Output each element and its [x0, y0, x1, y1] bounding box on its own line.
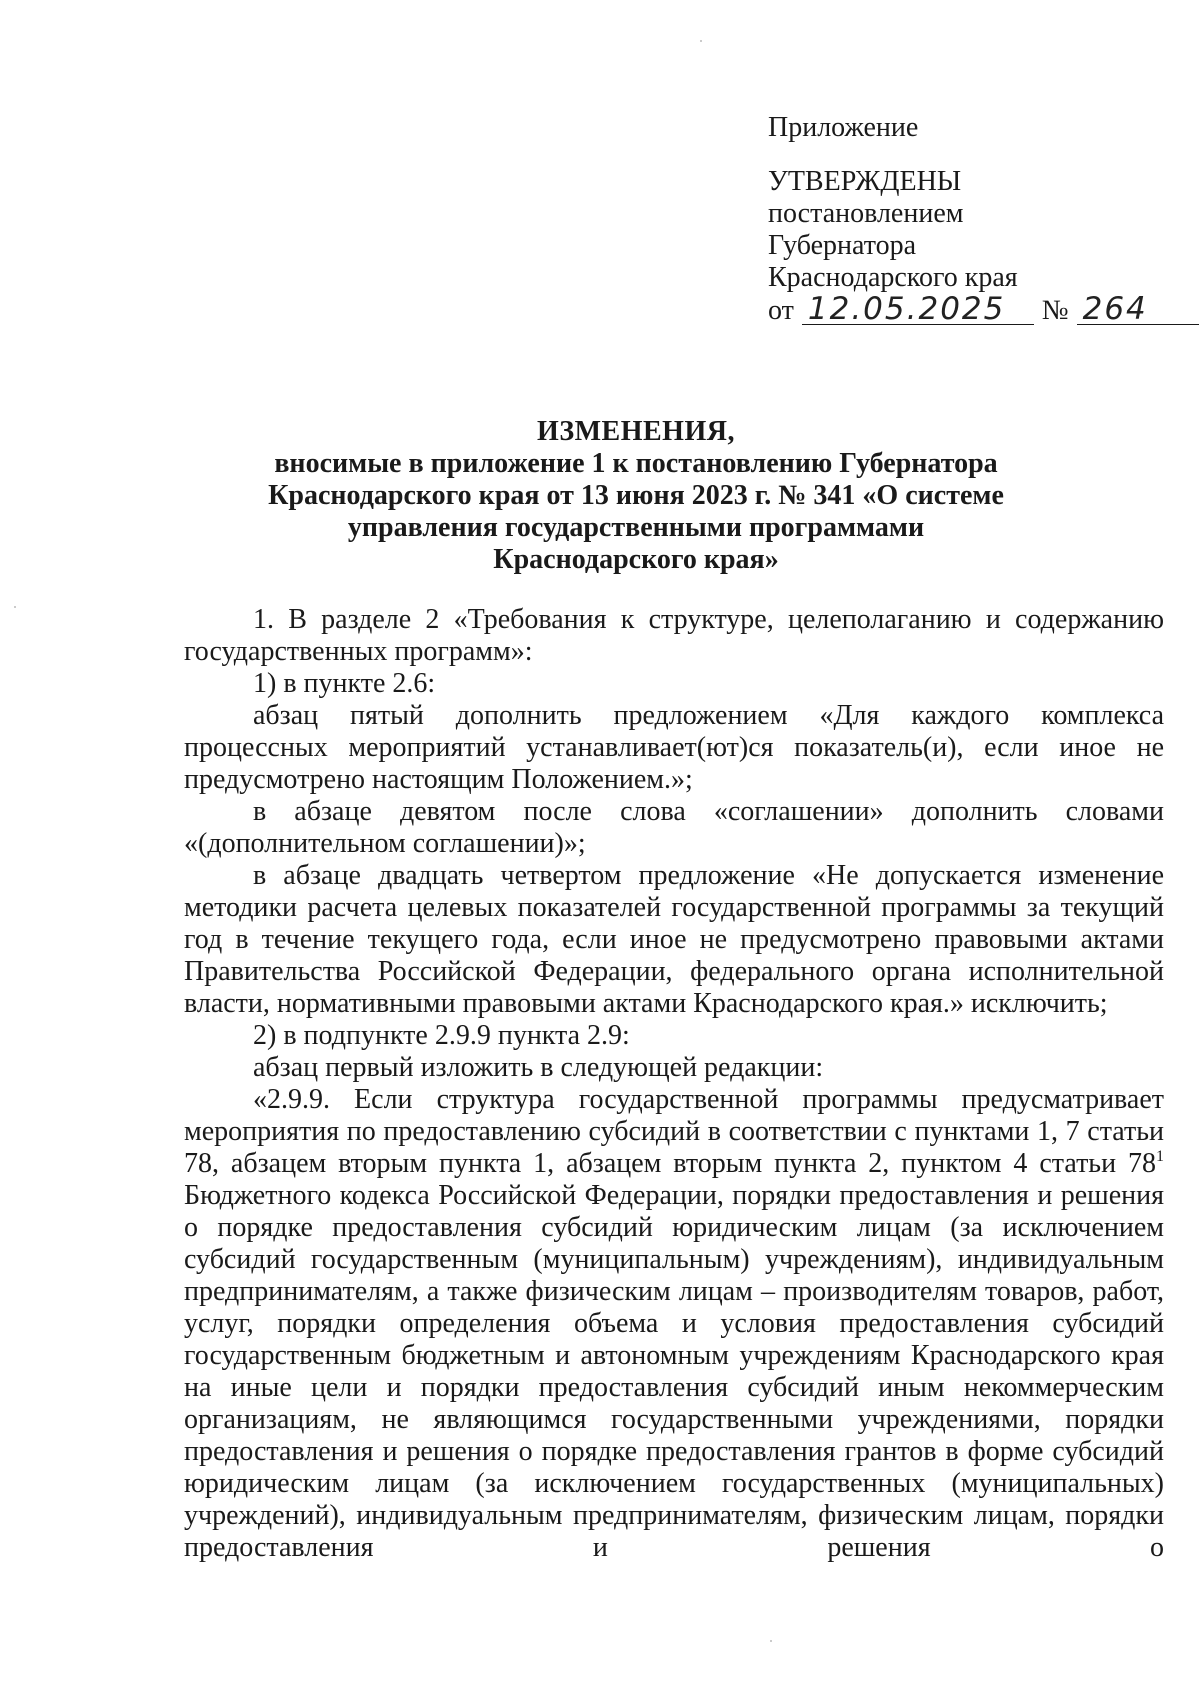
approved-by-line2: Губернатора	[768, 230, 917, 261]
superscript-1: 1	[1156, 1148, 1164, 1165]
paragraph-8	[184, 1084, 1164, 1564]
approved-label: УТВЕРЖДЕНЫ	[768, 166, 962, 197]
paragraph-3: абзац пятый дополнить предложением «Для каждого комплекса процессных мероприятий устанавливает(ют)ся показатель(и), если иное не предусмотрено настоящим Положением.»;	[184, 700, 1164, 795]
title-line-1: вносимые в приложение 1 к постановлению Губернатора	[274, 448, 998, 479]
handwritten-date: 12.05.2025	[802, 294, 1034, 325]
title-line-2: Краснодарского края от 13 июня 2023 г. № 341 «О системе	[268, 480, 1004, 511]
title-line-4: Краснодарского края»	[493, 544, 779, 575]
approved-by-line1: постановлением	[768, 198, 964, 229]
paragraph-6: 2) в подпункте 2.9.9 пункта 2.9:	[253, 1020, 630, 1051]
date-number-line	[768, 291, 1199, 327]
handwritten-number: 264	[1077, 294, 1199, 325]
document-body	[184, 604, 1164, 1564]
number-prefix: №	[1041, 295, 1069, 326]
approval-block	[768, 112, 1199, 327]
scan-speck	[700, 40, 702, 42]
title-line-3: управления государственными программами	[347, 512, 925, 543]
approved-by-line3: Краснодарского края	[768, 262, 1018, 293]
appendix-label: Приложение	[768, 112, 919, 143]
spacer	[768, 144, 1199, 166]
document-title	[180, 416, 1092, 576]
scan-speck	[770, 1640, 772, 1642]
paragraph-1: 1. В разделе 2 «Требования к структуре, целеполаганию и содержанию государственных программ»:	[184, 604, 1164, 667]
date-prefix: от	[768, 295, 794, 326]
paragraph-2: 1) в пункте 2.6:	[253, 668, 436, 699]
paragraph-8-part-a: «2.9.9. Если структура государственной программы предусматривает мероприятия по предоставлению субсидий в соответствии с пунктами 1, 7 статьи 78, абзацем вторым пункта 1, абзацем вторым пункта 2, пунктом 4 статьи 78	[184, 1084, 1164, 1179]
title-heading: ИЗМЕНЕНИЯ,	[537, 416, 735, 447]
paragraph-8-part-b: Бюджетного кодекса Российской Федерации, порядки предоставления и решения о порядке предоставления субсидий юридическим лицам (за исключением субсидий государственным (муниципальным) учреждениям), индивидуальным предпринимателям, а также физическим лицам – производителям товаров, работ, услуг, порядки определения объема и условия предоставления субсидий государственным бюджетным и автономным учреждениям Краснодарского края на иные цели и порядки предоставления субсидий иным некоммерческим организациям, не являющимся государственными учреждениями, порядки предоставления и решения о порядке предоставления грантов в форме субсидий юридическим лицам (за исключением государственных (муниципальных) учреждений), индивидуальным предпринимателям, физическим лицам, порядки предоставления и решения о	[184, 1180, 1164, 1563]
paragraph-4: в абзаце девятом после слова «соглашении» дополнить словами «(дополнительном соглашении)»;	[184, 796, 1164, 859]
paragraph-7: абзац первый изложить в следующей редакции:	[253, 1052, 824, 1083]
scan-speck	[14, 606, 16, 608]
paragraph-5: в абзаце двадцать четвертом предложение «Не допускается изменение методики расчета целевых показателей государственной программы за текущий год в течение текущего года, если иное не предусмотрено правовыми актами Правительства Российской Федерации, федерального органа исполнительной власти, нормативными правовыми актами Краснодарского края.» исключить;	[184, 860, 1164, 1019]
